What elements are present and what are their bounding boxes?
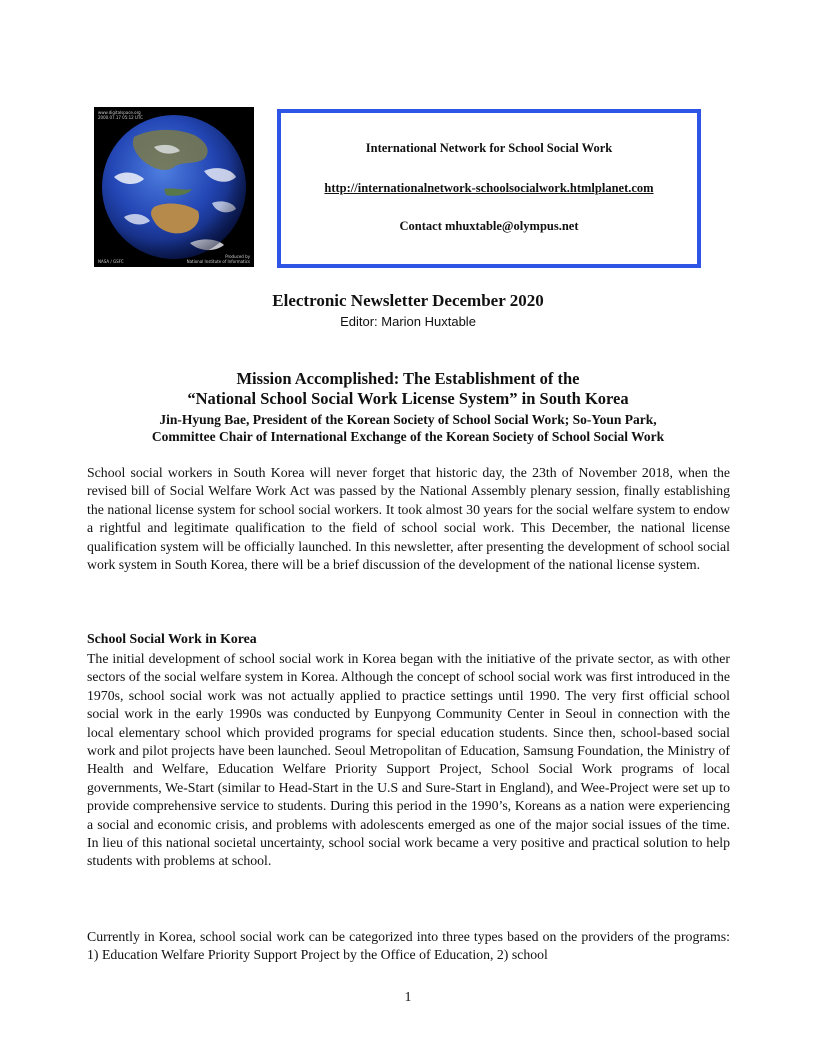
article-authors xyxy=(0,411,816,445)
authors-line2: Committee Chair of International Exchange of the Korean Society of School Social Work xyxy=(151,429,665,444)
newsletter-title: Electronic Newsletter December 2020 xyxy=(272,291,544,310)
contact-email[interactable]: Contact mhuxtable@olympus.net xyxy=(399,219,579,233)
history-paragraph: The initial development of school social work in Korea began with the initiative of the private sector, as with other sectors of the social welfare system in Korea. Although the concept of school social work was first introduced in the 1970s, school social work was not actually applied to practice settings until 1990. The very first official school social work in the early 1990s was conducted by Eunpyong Community Center in Seoul in connection with the local elementary school which provided programs for special education students. Since then, school-based social work and pilot projects have been launched. Seoul Metropolitan of Education, Samsung Foundation, the Ministry of Health and Welfare, Education Welfare Priority Support Project, School Social Work programs of local governments, We-Start (similar to Head-Start in the U.S and Sure-Start in England), and Wee-Project were set up to provide comprehensive service to students. During this period in the 1990’s, Koreans as a nation were experiencing a social and economic crisis, and problems with adolescents emerged as one of the major social issues of the time. In lieu of this national societal uncertainty, school social work became a very positive and practical solution to help students with problems at school. xyxy=(87,651,730,869)
earth-globe-image xyxy=(94,107,254,267)
globe-caption-top: www.digitalspace.org 2000.07.17 05:12 UTC xyxy=(98,110,143,120)
article-title-line2: “National School Social Work License System” in South Korea xyxy=(187,389,629,408)
article-title-line1: Mission Accomplished: The Establishment of the xyxy=(236,369,580,388)
current-paragraph: Currently in Korea, school social work can be categorized into three types based on the providers of the programs: 1) Education Welfare Priority Support Project by the Office of Education, 2) school xyxy=(87,929,730,963)
newsletter-editor: Editor: Marion Huxtable xyxy=(340,314,476,329)
section-heading: School Social Work in Korea xyxy=(87,631,257,646)
intro-paragraph: School social workers in South Korea will never forget that historic day, the 23th of November 2018, when the revised bill of Social Welfare Work Act was passed by the National Assembly plenary session, finally establishing the national license system for school social workers. It took almost 30 years for the social welfare system to endow a rightful and legitimate qualification to the field of school social work. This December, the national license qualification system will be officially launched. In this newsletter, after presenting the development of school social work system in South Korea, there will be a brief discussion of the development of the national license system. xyxy=(87,465,730,573)
authors-line1: Jin-Hyung Bae, President of the Korean Society of School Social Work; So-Youn Park, xyxy=(159,412,657,427)
info-box xyxy=(277,109,701,268)
earth-globe-icon xyxy=(94,107,254,267)
website-link[interactable]: http://internationalnetwork-schoolsocialwork.htmlplanet.com xyxy=(324,181,654,195)
org-name: International Network for School Social Work xyxy=(365,141,613,155)
globe-caption-bottom-left: NASA / GSFC xyxy=(98,259,124,264)
globe-caption-bottom-right: Produced by National Institute of Informatics xyxy=(186,254,250,264)
article-title xyxy=(0,369,816,409)
page-number: 1 xyxy=(404,990,412,1005)
